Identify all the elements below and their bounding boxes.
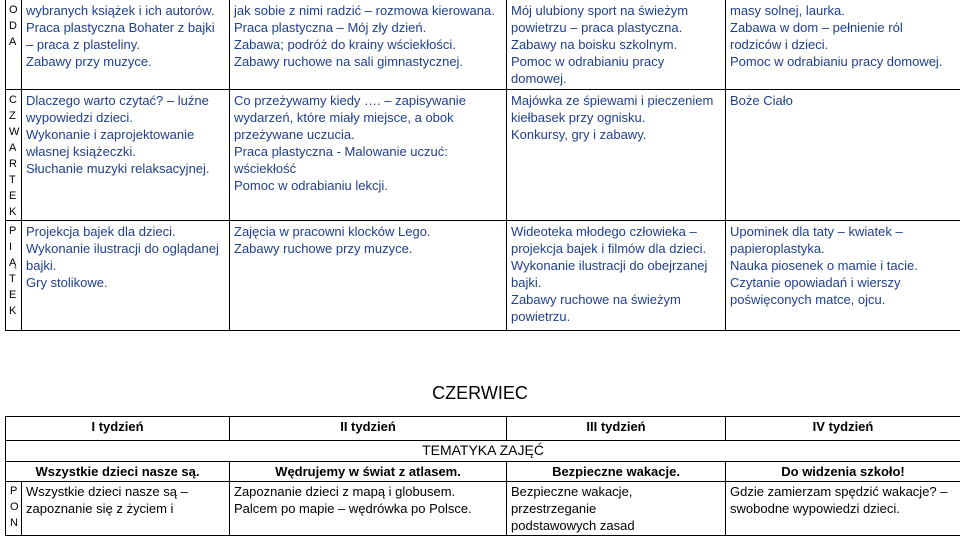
activity-line: bajki. <box>511 274 721 291</box>
cell-w1-monday <box>22 482 230 536</box>
activity-line: Zajęcia w pracowni klocków Lego. <box>234 223 502 240</box>
activity-line: rodziców i dzieci. <box>730 36 956 53</box>
activity-line: bajki. <box>26 257 225 274</box>
cell-w1-thursday <box>22 90 230 221</box>
activity-line: Co przeżywamy kiedy …. – zapisywanie <box>234 92 502 109</box>
activity-line: jak sobie z nimi radzić – rozmowa kierowana. <box>234 2 502 19</box>
activity-line: Pomoc w odrabianiu lekcji. <box>234 177 502 194</box>
topic-week-3: Bezpieczne wakacje. <box>507 462 726 482</box>
day-label-letter: E <box>9 188 21 204</box>
week-2-header: II tydzień <box>230 417 507 441</box>
activity-line: masy solnej, laurka. <box>730 2 956 19</box>
day-label-letter: K <box>9 204 21 220</box>
activity-line: powietrzu – praca plastyczna. <box>511 19 721 36</box>
week-1-header: I tydzień <box>6 417 230 441</box>
row-tuesday-continued <box>6 0 960 90</box>
day-label-letter: T <box>9 172 21 188</box>
row-monday <box>6 482 960 536</box>
activity-line: Wszystkie dzieci nasze są – <box>26 483 225 500</box>
day-label-letter: A <box>9 34 21 50</box>
activity-line: Czytanie opowiadań i wierszy <box>730 274 956 291</box>
day-label-top <box>6 0 22 90</box>
day-label-letter: R <box>9 156 21 172</box>
cell-w3-monday <box>507 482 726 536</box>
day-label-monday <box>6 482 22 536</box>
activity-line: Gdzie zamierzam spędzić wakacje? – <box>730 483 956 500</box>
activity-line: Zabawa; podróż do krainy wściekłości. <box>234 36 502 53</box>
cell-w1-top <box>22 0 230 90</box>
cell-w2-thursday <box>230 90 507 221</box>
activity-line: projekcja bajek i filmów dla dzieci. <box>511 240 721 257</box>
cell-w1-friday <box>22 221 230 331</box>
tematyka-heading: TEMATYKA ZAJĘĆ <box>6 441 960 462</box>
row-thursday <box>6 90 960 221</box>
activity-line: Nauka piosenek o mamie i tacie. <box>730 257 956 274</box>
activity-line: Majówka ze śpiewami i pieczeniem <box>511 92 721 109</box>
activity-line: – praca z plasteliny. <box>26 36 225 53</box>
activity-line: Praca plastyczna – Mój zły dzień. <box>234 19 502 36</box>
activity-line: Zabawy ruchowe przy muzyce. <box>234 240 502 257</box>
topic-week-4: Do widzenia szkoło! <box>726 462 960 482</box>
activity-line: Wykonanie i zaprojektowanie <box>26 126 225 143</box>
june-schedule-table <box>5 416 960 536</box>
activity-line: powietrzu. <box>511 308 721 325</box>
activity-line: Palcem po mapie – wędrówka po Polsce. <box>234 500 502 517</box>
activity-line: Zabawy przy muzyce. <box>26 53 225 70</box>
activity-line: zapoznanie się z życiem i <box>26 500 225 517</box>
weeks-header-row <box>6 417 960 441</box>
topic-week-1: Wszystkie dzieci nasze są. <box>6 462 230 482</box>
activity-line: domowej. <box>511 70 721 87</box>
activity-line: Bezpieczne wakacje, przestrzeganie <box>511 483 721 517</box>
activity-line: własnej książeczki. <box>26 143 225 160</box>
activity-line: Praca plastyczna - Malowanie uczuć: <box>234 143 502 160</box>
month-heading: CZERWIEC <box>0 382 960 404</box>
activity-line: Zabawa w dom – pełnienie ról <box>730 19 956 36</box>
topic-week-2: Wędrujemy w świat z atlasem. <box>230 462 507 482</box>
day-label-letter: P <box>9 223 21 239</box>
day-label-letter: Ą <box>9 255 21 271</box>
activity-line: Mój ulubiony sport na świeżym <box>511 2 721 19</box>
activity-line: Wykonanie ilustracji do obejrzanej <box>511 257 721 274</box>
activity-line: Pomoc w odrabianiu pracy <box>511 53 721 70</box>
cell-w4-thursday <box>726 90 960 221</box>
cell-w4-top <box>726 0 960 90</box>
cell-w3-friday <box>507 221 726 331</box>
cell-w3-top <box>507 0 726 90</box>
cell-w2-top <box>230 0 507 90</box>
activity-line: swobodne wypowiedzi dzieci. <box>730 500 956 517</box>
activity-line: Wykonanie ilustracji do oglądanej <box>26 240 225 257</box>
activity-line: Praca plastyczna Bohater z bajki <box>26 19 225 36</box>
activity-line: Zapoznanie dzieci z mapą i globusem. <box>234 483 502 500</box>
day-label-letter: O <box>9 2 21 18</box>
activity-line: Projekcja bajek dla dzieci. <box>26 223 225 240</box>
day-label-letter: T <box>9 271 21 287</box>
activity-line: Upominek dla taty – kwiatek – <box>730 223 956 240</box>
week-4-header: IV tydzień <box>726 417 960 441</box>
activity-line: wściekłość <box>234 160 502 177</box>
activity-line: Konkursy, gry i zabawy. <box>511 126 721 143</box>
activity-line: podstawowych zasad <box>511 517 721 534</box>
day-label-letter: I <box>9 239 21 255</box>
day-label-letter: C <box>9 92 21 108</box>
day-label-letter: Z <box>9 108 21 124</box>
activity-line: papieroplastyka. <box>730 240 956 257</box>
day-label-letter: D <box>9 18 21 34</box>
tematyka-row <box>6 441 960 462</box>
cell-w3-thursday <box>507 90 726 221</box>
week-3-header: III tydzień <box>507 417 726 441</box>
activity-line: Słuchanie muzyki relaksacyjnej. <box>26 160 225 177</box>
day-label-letter: O <box>10 499 17 515</box>
activity-line: Zabawy ruchowe na sali gimnastycznej. <box>234 53 502 70</box>
day-label-letter: A <box>9 140 21 156</box>
activity-line: przeżywane uczucia. <box>234 126 502 143</box>
day-label-letter: P <box>10 483 17 499</box>
cell-w4-friday <box>726 221 960 331</box>
day-label-letter: E <box>9 287 21 303</box>
activity-line: Boże Ciało <box>730 92 956 109</box>
activity-line: wybranych książek i ich autorów. <box>26 2 225 19</box>
activity-line: Wideoteka młodego człowieka – <box>511 223 721 240</box>
activity-line: poświęconych matce, ojcu. <box>730 291 956 308</box>
day-label-letter: W <box>9 124 21 140</box>
cell-w2-friday <box>230 221 507 331</box>
cell-w2-monday <box>230 482 507 536</box>
activity-line: Zabawy ruchowe na świeżym <box>511 291 721 308</box>
day-label-thursday <box>6 90 22 221</box>
activity-line: wydarzeń, które miały miejsce, a obok <box>234 109 502 126</box>
top-schedule-table <box>5 0 960 331</box>
activity-line: wypowiedzi dzieci. <box>26 109 225 126</box>
activity-line: Pomoc w odrabianiu pracy domowej. <box>730 53 956 70</box>
row-friday <box>6 221 960 331</box>
day-label-letter: N <box>10 515 17 531</box>
cell-w4-monday <box>726 482 960 536</box>
day-label-friday <box>6 221 22 331</box>
activity-line: Dlaczego warto czytać? – luźne <box>26 92 225 109</box>
activity-line: kiełbasek przy ognisku. <box>511 109 721 126</box>
activity-line: Gry stolikowe. <box>26 274 225 291</box>
topics-row <box>6 462 960 482</box>
activity-line: Zabawy na boisku szkolnym. <box>511 36 721 53</box>
day-label-letter: K <box>9 303 21 319</box>
